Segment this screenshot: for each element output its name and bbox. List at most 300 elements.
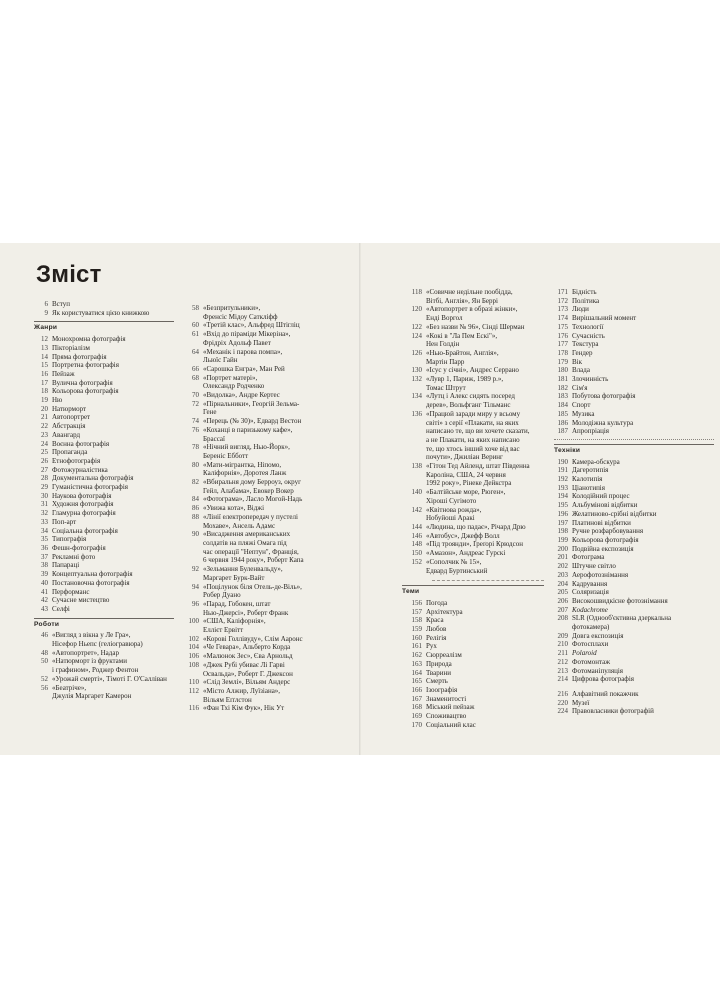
toc-entry — [554, 366, 714, 375]
page-number: 208 — [557, 614, 568, 623]
entry-title: Політика — [572, 296, 600, 305]
page-number: 174 — [557, 314, 568, 323]
toc-entry — [554, 707, 714, 716]
page-number: 106 — [188, 652, 199, 661]
page-number — [402, 314, 426, 323]
page-number: 181 — [557, 375, 568, 384]
toc-entry — [402, 436, 544, 445]
entry-title: Мартін Парр — [426, 357, 465, 366]
entry-title: «Третій клас», Альфред Штігліц — [203, 321, 300, 330]
page-number: 58 — [192, 304, 199, 312]
entry-title: Колодійний процес — [572, 492, 630, 501]
toc-entry — [178, 452, 348, 461]
toc-entry — [34, 370, 174, 379]
page-title: Зміст — [36, 261, 102, 288]
page-number: 183 — [557, 392, 568, 401]
page-number — [178, 408, 203, 417]
toc-entry — [178, 504, 348, 513]
page-number — [402, 297, 426, 306]
page-number: 48 — [41, 648, 48, 657]
entry-title: «Фотограма», Ласло Могой-Надь — [203, 495, 303, 504]
toc-entry — [402, 445, 544, 454]
toc-entry — [402, 642, 544, 651]
toc-entry — [402, 349, 544, 358]
entry-title: Еллієт Ервітт — [203, 626, 244, 635]
entry-title: фотокамера) — [572, 623, 610, 632]
toc-entry — [34, 675, 174, 684]
page-number: 132 — [411, 375, 422, 384]
toc-entry — [554, 358, 714, 367]
toc-entry — [178, 400, 348, 409]
page-number: 179 — [557, 357, 568, 366]
entry-title: Соляризація — [572, 588, 609, 597]
page-number: 12 — [41, 335, 48, 344]
page-number — [178, 591, 203, 600]
page-number: 86 — [192, 504, 199, 513]
toc-entry — [402, 506, 544, 515]
toc-entry — [178, 461, 348, 470]
toc-entry — [554, 475, 714, 484]
page-number: 172 — [557, 296, 568, 305]
toc-entry — [402, 549, 544, 558]
entry-title: «Кокі в "Ла Пем Ескі"», — [426, 331, 498, 340]
entry-title: Вільям Еґґлстон — [203, 695, 252, 704]
entry-title: Рух — [426, 642, 437, 651]
page-number: 14 — [41, 352, 48, 361]
page-number: 16 — [41, 369, 48, 378]
toc-entry — [554, 401, 714, 410]
page-number: 224 — [557, 707, 568, 716]
entry-title: Смерть — [426, 677, 448, 686]
entry-title: світі» з серії «Плакати, на яких — [426, 418, 519, 427]
toc-entry — [402, 677, 544, 686]
page-number: 214 — [557, 675, 568, 684]
toc-entry — [34, 596, 174, 605]
page-number: 161 — [411, 642, 422, 651]
page-number: 92 — [192, 565, 199, 574]
entry-title: Довга експозиція — [572, 631, 624, 640]
toc-entry — [402, 558, 544, 567]
toc-entry — [34, 631, 174, 640]
toc-entry — [554, 492, 714, 501]
page-number: 220 — [557, 698, 568, 707]
toc-entry — [34, 509, 174, 518]
page-number: 178 — [557, 348, 568, 357]
page-number: 190 — [557, 457, 568, 466]
entry-title: 1992 року», Рінеке Дейкстра — [426, 479, 512, 488]
entry-title: «Мати-мігрантка, Ніпомо, — [203, 460, 282, 469]
toc-entry — [554, 658, 714, 667]
entry-title: Любов — [426, 625, 447, 634]
entry-title: Текстура — [572, 340, 599, 349]
toc-entry — [34, 448, 174, 457]
toc-entry — [178, 670, 348, 679]
page-number: 120 — [411, 305, 422, 314]
entry-title: Сім'я — [572, 383, 588, 392]
page-number: 146 — [411, 531, 422, 540]
page-number: 157 — [411, 607, 422, 616]
page-number — [178, 556, 203, 565]
entry-title: Високошвидкісне фотознімання — [572, 596, 668, 605]
toc-entry — [554, 427, 714, 436]
toc-entry — [34, 570, 174, 579]
toc-entry — [554, 323, 714, 332]
page-number: 94 — [192, 582, 199, 591]
page-number: 56 — [41, 683, 48, 692]
entry-title: Етнофотографія — [52, 456, 101, 465]
page-number: 52 — [41, 674, 48, 683]
entry-title: написано те, що ви хочете сказати, — [426, 427, 530, 436]
page-number: 171 — [557, 288, 568, 296]
page-number — [178, 539, 203, 548]
toc-entry — [178, 313, 348, 322]
entry-title: «Видолка», Андре Кертес — [203, 391, 280, 400]
page-number: 160 — [411, 633, 422, 642]
toc-entry — [554, 458, 714, 467]
toc-entry — [554, 536, 714, 545]
entry-title: Камера-обскура — [572, 457, 620, 466]
toc-entry — [178, 643, 348, 652]
page-number — [34, 640, 52, 649]
page-number: 186 — [557, 418, 568, 427]
entry-title: Цифрова фотографія — [572, 675, 634, 684]
page-number: 138 — [411, 462, 422, 471]
toc-entry — [34, 396, 174, 405]
entry-title: Фотомонтаж — [572, 657, 611, 666]
entry-title: «Сополчик № 15», — [426, 557, 482, 566]
toc-entry — [34, 500, 174, 509]
page-number: 74 — [192, 417, 199, 426]
page-number: 37 — [41, 552, 48, 561]
page-number: 36 — [41, 543, 48, 552]
page-number: 20 — [41, 404, 48, 413]
page-number: 210 — [557, 640, 568, 649]
page-number: 122 — [411, 322, 422, 331]
entry-title: Технології — [572, 322, 604, 331]
book-spread — [0, 243, 720, 755]
toc-entry — [402, 332, 544, 341]
toc-entry — [402, 660, 544, 669]
entry-title: «Безпритульники», — [203, 304, 261, 312]
toc-entry — [402, 488, 544, 497]
page-number: 21 — [41, 413, 48, 422]
page-number: 166 — [411, 685, 422, 694]
entry-title: Документальна фотографія — [52, 474, 134, 483]
entry-title: «Вхід до піраміди Мікеріна», — [203, 330, 291, 339]
entry-title: Освальда», Роберт Г. Джексон — [203, 669, 293, 678]
toc-entry — [554, 623, 714, 632]
entry-title: Штучне світло — [572, 562, 616, 571]
toc-entry — [402, 427, 544, 436]
section-heading-works: Роботи — [34, 618, 174, 630]
entry-title: Пікторіалізм — [52, 343, 90, 352]
entry-title: «Зельмання Буленвальду», — [203, 565, 283, 574]
page-number: 70 — [192, 391, 199, 400]
page-number: 195 — [557, 501, 568, 510]
toc-entry — [34, 692, 174, 701]
entry-title: Рекламні фото — [52, 552, 96, 561]
entry-title: Брассаї — [203, 434, 225, 443]
entry-title: Бідність — [572, 288, 597, 296]
entry-title: Едвард Буртинський — [426, 566, 488, 575]
page-number: 193 — [557, 483, 568, 492]
page-number: 211 — [557, 649, 568, 658]
toc-entry — [34, 405, 174, 414]
page-number: 205 — [557, 588, 568, 597]
toc-entry — [554, 545, 714, 554]
toc-entry — [34, 640, 174, 649]
toc-entry — [402, 540, 544, 549]
toc-entry — [178, 600, 348, 609]
toc-entry — [178, 469, 348, 478]
page-number: 198 — [557, 527, 568, 536]
entry-title: Джулія Маргарет Камерон — [52, 692, 132, 701]
entry-title: Фотожурналістика — [52, 465, 108, 474]
toc-column-3 — [402, 288, 544, 729]
entry-title: Папараці — [52, 561, 80, 570]
page-number: 68 — [192, 373, 199, 382]
entry-title: «Автопортрет», Надар — [52, 648, 119, 657]
page-number: 167 — [411, 694, 422, 703]
toc-entry — [554, 519, 714, 528]
page-number: 25 — [41, 448, 48, 457]
toc-entry — [402, 401, 544, 410]
toc-column-2 — [178, 304, 348, 713]
toc-entry — [34, 413, 174, 422]
page-number: 142 — [411, 505, 422, 514]
toc-entry — [402, 323, 544, 332]
entry-title: «Перець (№ 30)», Едвард Вестон — [203, 417, 302, 426]
page-number — [402, 419, 426, 428]
toc-entry — [402, 695, 544, 704]
page-number — [178, 609, 203, 618]
toc-entry — [34, 605, 174, 614]
page-number: 212 — [557, 657, 568, 666]
toc-entry — [34, 492, 174, 501]
toc-entry — [34, 309, 174, 318]
page-number: 9 — [44, 308, 48, 317]
toc-entry — [402, 567, 544, 576]
toc-entry — [178, 304, 348, 313]
entry-title: «Сарошка Енгра», Ман Рей — [203, 364, 285, 373]
page-number — [178, 435, 203, 444]
entry-title: а не Плакати, на яких написано — [426, 435, 520, 444]
toc-entry — [554, 640, 714, 649]
entry-title: Фешн-фотографія — [52, 543, 106, 552]
toc-entry — [402, 410, 544, 419]
entry-title: Пряма фотографія — [52, 352, 107, 361]
page-number: 33 — [41, 517, 48, 526]
toc-entry — [178, 591, 348, 600]
toc-entry — [402, 514, 544, 523]
entry-title: Монохромна фотографія — [52, 335, 126, 344]
page-number — [402, 497, 426, 506]
toc-entry — [554, 466, 714, 475]
toc-entry — [554, 667, 714, 676]
toc-entry — [402, 703, 544, 712]
page-number: 197 — [557, 518, 568, 527]
toc-entry — [402, 453, 544, 462]
toc-entry — [554, 588, 714, 597]
entry-title: Гламурна фотографія — [52, 509, 116, 518]
page-number: 216 — [557, 689, 568, 698]
toc-entry — [34, 579, 174, 588]
page-number: 24 — [41, 439, 48, 448]
page-number: 170 — [411, 720, 422, 729]
entry-title: «Нічний вигляд, Нью-Йорк», — [203, 443, 290, 452]
toc-entry — [34, 588, 174, 597]
page-number — [402, 358, 426, 367]
entry-title: те, що хтось інший хоче від вас — [426, 444, 520, 453]
toc-entry — [178, 626, 348, 635]
toc-entry — [402, 669, 544, 678]
toc-entry — [402, 375, 544, 384]
toc-entry — [178, 548, 348, 557]
entry-title: Сучасне мистецтво — [52, 596, 110, 605]
page-number — [402, 453, 426, 462]
entry-title: Міський пейзаж — [426, 703, 475, 712]
toc-entry — [402, 686, 544, 695]
book-gutter — [359, 243, 361, 755]
page-number: 90 — [192, 530, 199, 539]
entry-title: Гуманістична фотографія — [52, 483, 128, 492]
entry-title: Вік — [572, 357, 583, 366]
page-number: 60 — [192, 321, 199, 330]
toc-entry — [34, 684, 174, 693]
entry-title: Перформанс — [52, 587, 90, 596]
toc-entry — [178, 609, 348, 618]
entry-title: «Без назви № 96», Сінді Шерман — [426, 322, 525, 331]
section-heading-themes: Теми — [402, 585, 544, 597]
page-number: 32 — [41, 509, 48, 518]
toc-entry — [178, 356, 348, 365]
page-number: 144 — [411, 522, 422, 531]
entry-title: «Механік і парова помпа», — [203, 347, 283, 356]
toc-entry — [554, 340, 714, 349]
entry-title: «Лутц і Алекс сидять посеред — [426, 392, 515, 401]
page-number: 40 — [41, 578, 48, 587]
page-number: 192 — [557, 475, 568, 484]
page-number: 41 — [41, 587, 48, 596]
page-number: 88 — [192, 512, 199, 521]
page-number: 78 — [192, 443, 199, 452]
entry-title: «Че Гевара», Альберто Корда — [203, 643, 291, 652]
toc-entry — [178, 495, 348, 504]
page-number: 76 — [192, 425, 199, 434]
toc-entry — [402, 288, 544, 297]
entry-title: Робер Дуано — [203, 591, 241, 600]
toc-entry — [178, 513, 348, 522]
page-number — [178, 356, 203, 365]
page-number: 204 — [557, 579, 568, 588]
toc-entry — [554, 332, 714, 341]
toc-entry — [34, 300, 174, 309]
toc-entry — [34, 544, 174, 553]
entry-title: Соціальна фотографія — [52, 526, 118, 535]
toc-entry — [34, 353, 174, 362]
entry-title: Олександр Родченко — [203, 382, 265, 391]
page-number: 64 — [192, 347, 199, 356]
page-number: 202 — [557, 562, 568, 571]
toc-entry — [178, 574, 348, 583]
entry-title: «Автобус», Джефф Волл — [426, 531, 500, 540]
entry-title: «Малюнок Зес», Єва Арнольд — [203, 652, 293, 661]
toc-entry — [554, 510, 714, 519]
entry-title: Природа — [426, 659, 452, 668]
page-number: 112 — [188, 686, 199, 695]
page-number: 35 — [41, 535, 48, 544]
entry-title: «Джек Рубі убиває Лі Гарві — [203, 660, 285, 669]
toc-entry — [34, 335, 174, 344]
toc-entry — [178, 374, 348, 383]
entry-title: Хіроші Сугімото — [426, 496, 477, 505]
toc-entry — [178, 391, 348, 400]
toc-entry — [178, 696, 348, 705]
toc-entry — [402, 634, 544, 643]
entry-title: Подвійна експозиція — [572, 544, 634, 553]
entry-title: Вступ — [52, 300, 70, 308]
toc-entry — [554, 614, 714, 623]
entry-title: Фотограма — [572, 553, 605, 562]
page-number — [178, 626, 203, 635]
page-number — [402, 567, 426, 576]
page-number: 173 — [557, 305, 568, 314]
toc-entry — [402, 608, 544, 617]
entry-title: Маргарет Бурк-Вайт — [203, 573, 265, 582]
page-number: 26 — [41, 456, 48, 465]
toc-entry — [34, 535, 174, 544]
entry-title: Релігія — [426, 633, 447, 642]
page-number: 43 — [41, 604, 48, 613]
entry-title: Концептуальна фотографія — [52, 570, 133, 579]
entry-title: час операції "Нептун", Франція, — [203, 547, 299, 556]
page-number — [178, 469, 203, 478]
page-number: 15 — [41, 361, 48, 370]
page-number — [402, 401, 426, 410]
entry-title: Музеї — [572, 698, 590, 707]
entry-title: Нью-Джерсі», Роберт Франк — [203, 608, 289, 617]
page-number: 124 — [411, 331, 422, 340]
toc-entry — [34, 361, 174, 370]
entry-title: Гейл, Алабама», Евокер Вокер — [203, 486, 294, 495]
page-number: 61 — [192, 330, 199, 339]
entry-title: «Поцілунок біля Отель-де-Віль», — [203, 582, 302, 591]
entry-title: Нобуйоші Аракі — [426, 514, 475, 523]
toc-entry — [34, 483, 174, 492]
toc-entry — [178, 565, 348, 574]
toc-entry — [34, 466, 174, 475]
toc-entry — [554, 297, 714, 306]
page-number: 66 — [192, 364, 199, 373]
toc-entry — [554, 553, 714, 562]
toc-entry — [178, 617, 348, 626]
entry-title: Правовласники фотографій — [572, 707, 654, 716]
entry-title: Kodachrome — [572, 605, 608, 614]
page-number — [178, 522, 203, 531]
page-number — [178, 487, 203, 496]
entry-title: «США, Каліфорнія», — [203, 617, 266, 626]
toc-entry — [402, 358, 544, 367]
entry-title: Музика — [572, 409, 595, 418]
page-number: 38 — [41, 561, 48, 570]
page-number: 194 — [557, 492, 568, 501]
entry-title: Споживацтво — [426, 712, 467, 721]
page-number: 31 — [41, 500, 48, 509]
entry-title: Тварини — [426, 668, 451, 677]
entry-title: Калотипія — [572, 475, 603, 484]
page-number — [402, 436, 426, 445]
toc-entry — [34, 553, 174, 562]
